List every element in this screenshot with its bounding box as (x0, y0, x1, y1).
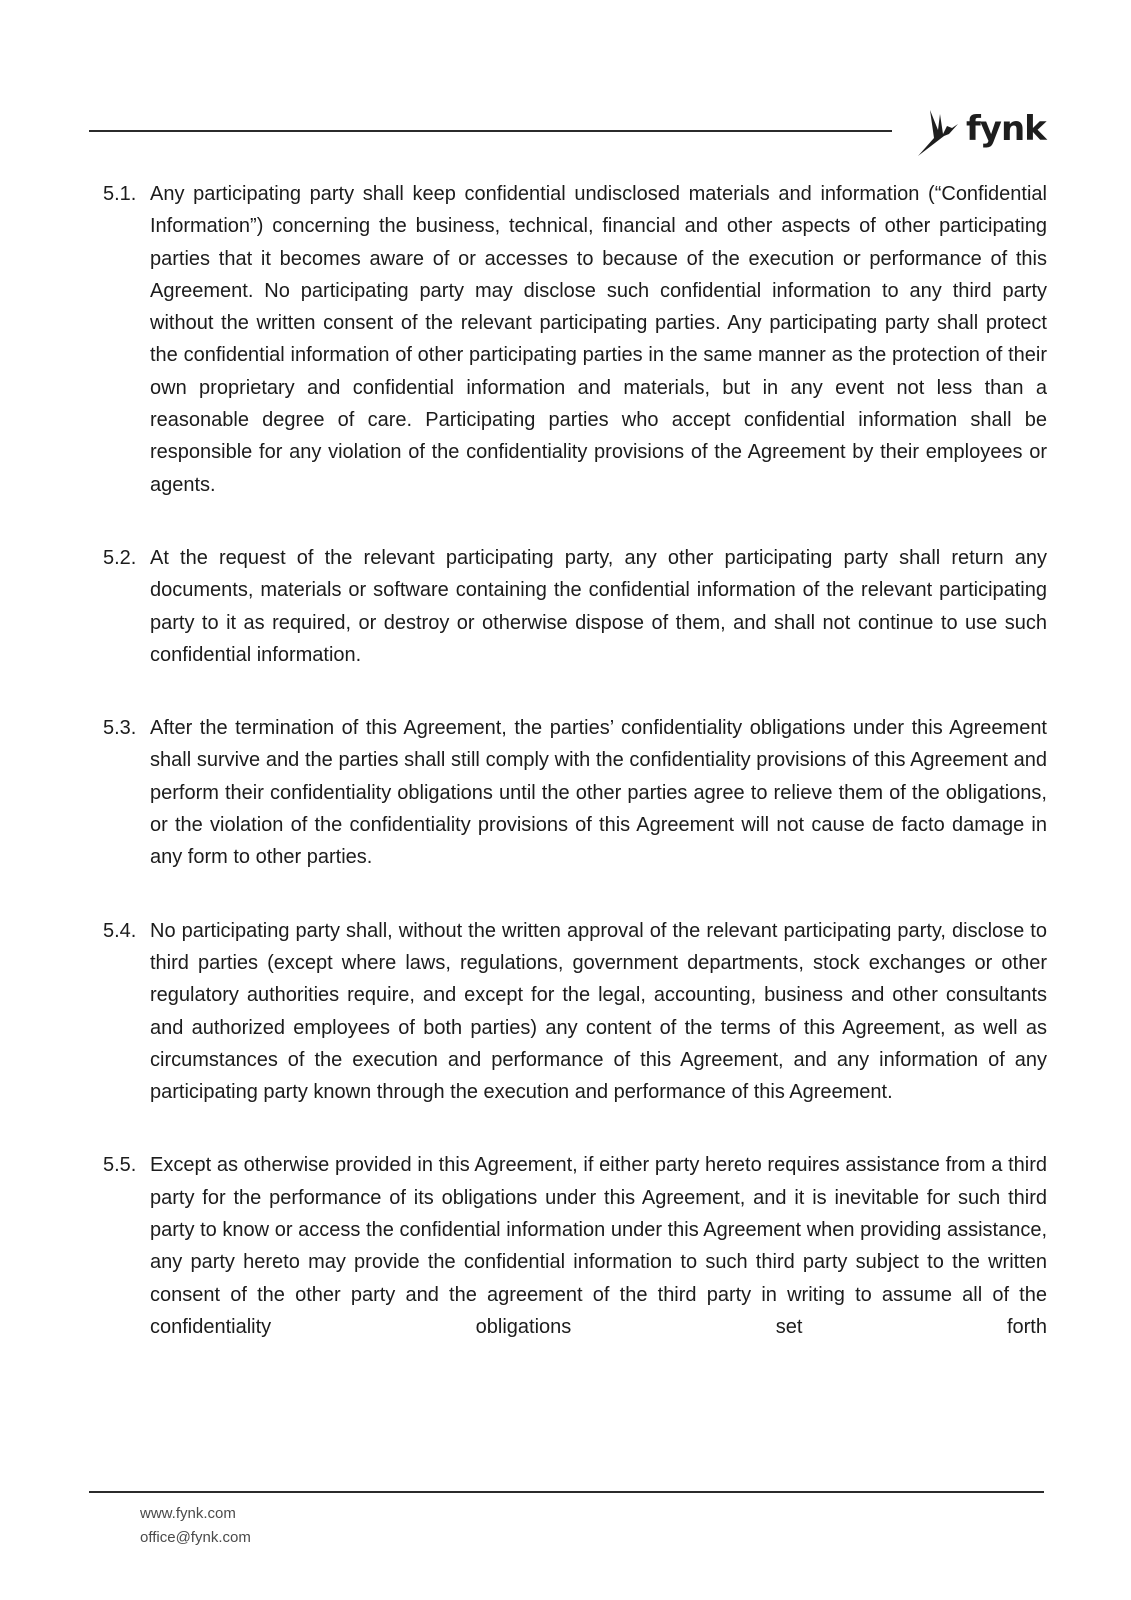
header-divider (89, 130, 892, 132)
bird-icon (916, 104, 960, 158)
brand-logo (916, 104, 1046, 158)
footer-email[interactable]: office@fynk.com (140, 1529, 251, 1546)
brand-wordmark: fynk (966, 109, 1046, 149)
clause-number: 5.4. (103, 919, 137, 942)
footer-divider (89, 1491, 1044, 1493)
clause-5-4 (103, 915, 1047, 1109)
clause-text: After the termination of this Agreement, the parties’ confidentiality obligations under this Agreement shall survive and the parties shall still comply with the confidentiality provisions of this Agreement and perform their confidentiality obligations until the other parties agree to relieve them of the obligations, or the violation of the confidentiality provisions of this Agreement will not cause de facto damage in any form to other parties. (150, 717, 1047, 869)
clause-5-2 (103, 542, 1047, 671)
clause-list (103, 178, 1047, 1384)
footer-contact (140, 1502, 251, 1550)
clause-5-1 (103, 178, 1047, 501)
clause-number: 5.3. (103, 717, 137, 740)
clause-5-3 (103, 712, 1047, 873)
footer-website[interactable]: www.fynk.com (140, 1505, 236, 1522)
clause-text: At the request of the relevant participating party, any other participating party shall return any documents, materials or software containing the confidential information of the relevant participating party to it as required, or destroy or otherwise dispose of them, and shall not continue to use such confidential information. (150, 546, 1047, 666)
clause-5-5 (103, 1149, 1047, 1343)
clause-text: No participating party shall, without the written approval of the relevant participating party, disclose to third parties (except where laws, regulations, government departments, stock exchanges or other regulatory authorities require, and except for the legal, accounting, business and other consultants and authorized employees of both parties) any content of the terms of this Agreement, as well as circumstances of the execution and performance of this Agreement, and any information of any participating party known through the execution and performance of this Agreement. (150, 919, 1047, 1104)
clause-number: 5.2. (103, 546, 137, 569)
clause-number: 5.1. (103, 183, 137, 205)
clause-text: Except as otherwise provided in this Agreement, if either party hereto requires assistance from a third party for the performance of its obligations under this Agreement, and it is inevitable for such third party to know or access the confidential information under this Agreement when providing assistance, any party hereto may provide the confidential information to such third party subject to the written consent of the other party and the agreement of the third party in writing to assume all of the confidentiality obligations set forth (150, 1154, 1047, 1338)
clause-number: 5.5. (103, 1154, 137, 1177)
clause-text: Any participating party shall keep confidential undisclosed materials and information (“Confidential Information”) concerning the business, technical, financial and other aspects of other participating parties that it becomes aware of or accesses to because of the execution or performance of this Agreement. No participating party may disclose such confidential information to any third party without the written consent of the relevant participating parties. Any participating party shall protect the confidential information of other participating parties in the same manner as the protection of their own proprietary and confidential information and materials, but in any event not less than a reasonable degree of care. Participating parties who accept confidential information shall be responsible for any violation of the confidentiality provisions of the Agreement by their employees or agents. (150, 183, 1047, 496)
